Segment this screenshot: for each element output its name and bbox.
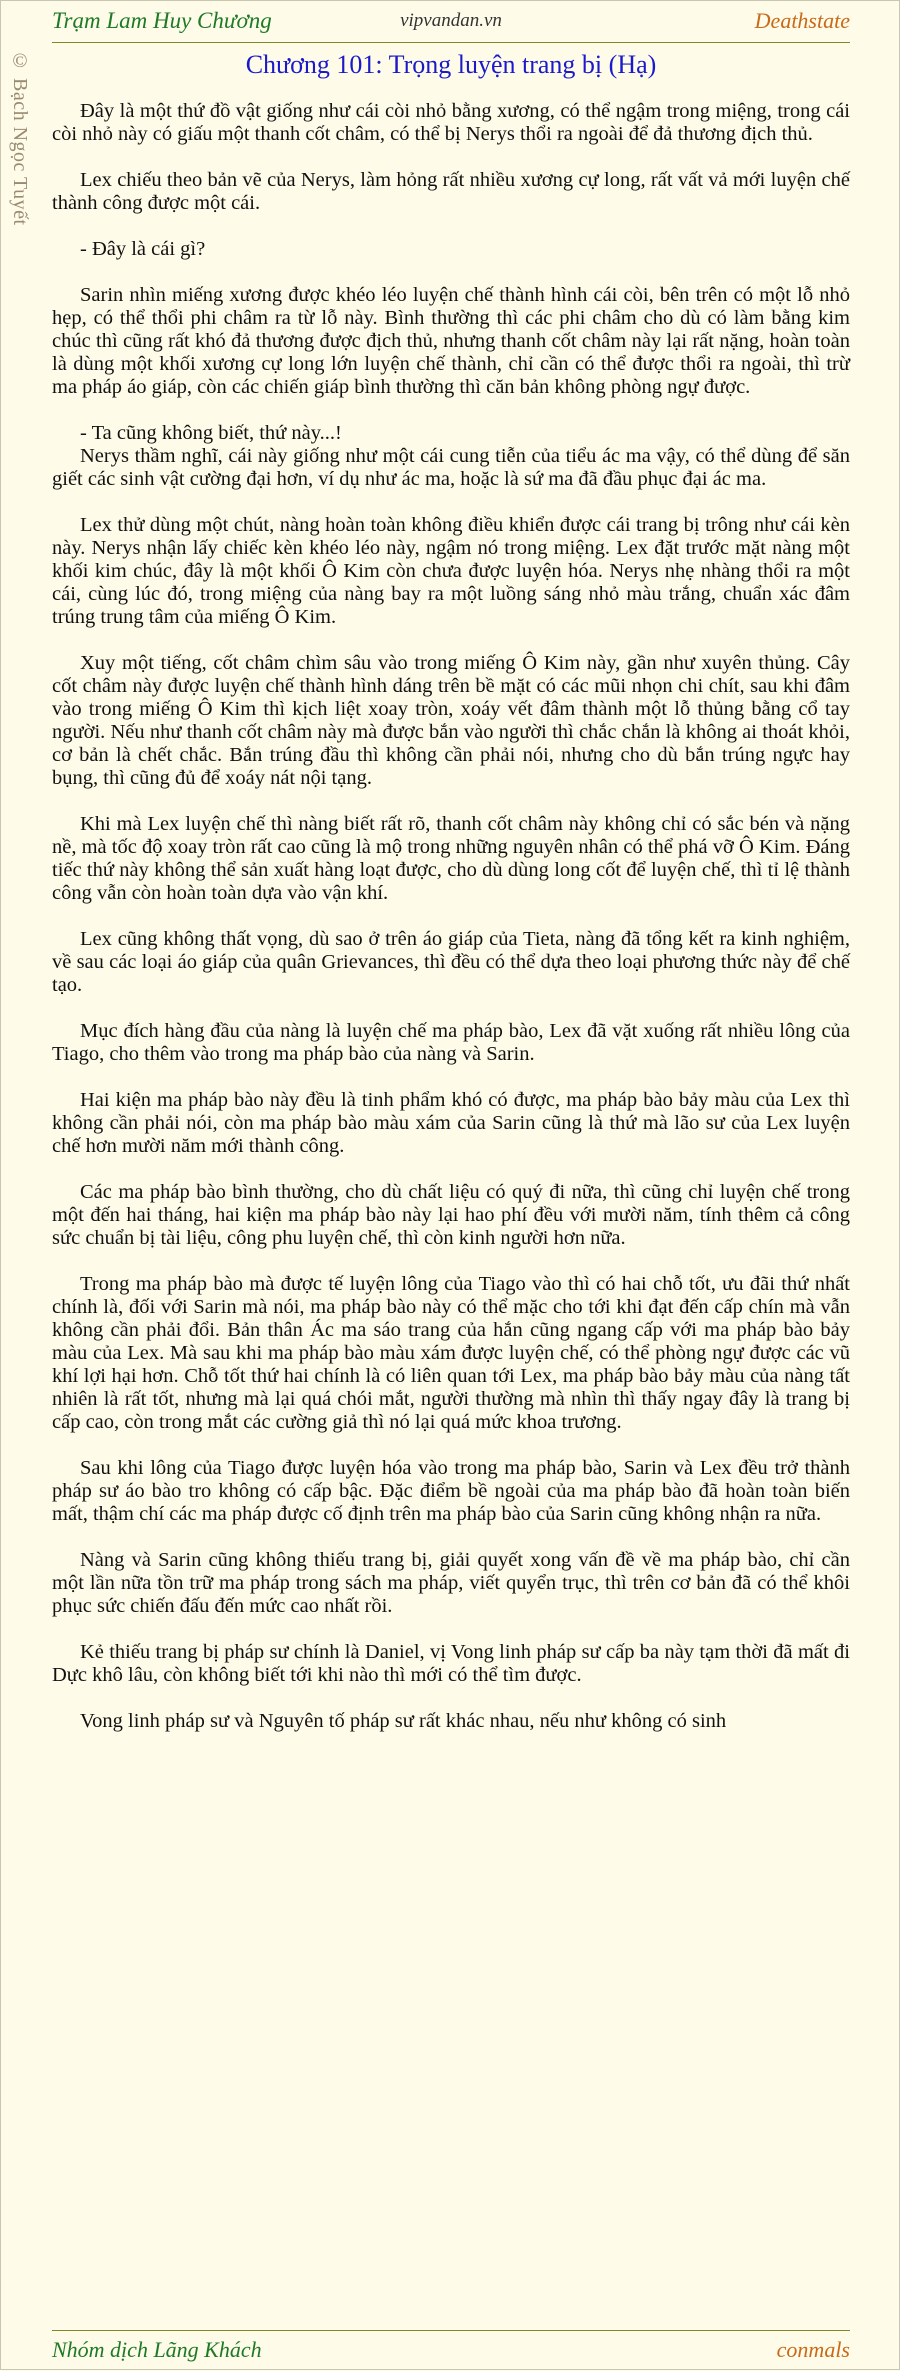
header-site-name: Trạm Lam Huy Chương [52, 8, 272, 33]
paragraph: Sau khi lông của Tiago được luyện hóa vào trong ma pháp bào, Sarin và Lex đều trở thành pháp sư áo bào tro không có cấp bậc. Đặc điểm bề ngoài của ma pháp bào đã hoàn toàn biến mất, thậm chí các ma pháp được cố định trên ma pháp bào của Sarin cũng không nhận ra nữa. [52, 1457, 850, 1525]
paragraph: Nàng và Sarin cũng không thiếu trang bị, giải quyết xong vấn đề về ma pháp bào, chỉ cần một lần nữa tồn trữ ma pháp trong sách ma pháp, viết quyển trục, thì trên cơ bản đã có thể khôi phục sức chiến đấu đến mức cao nhất rồi. [52, 1549, 850, 1617]
paragraph: Sarin nhìn miếng xương được khéo léo luyện chế thành hình cái còi, bên trên có một lỗ nhỏ hẹp, có thể thổi phi châm ra từ lỗ này. Bình thường thì các phi châm cho dù có làm bằng kim chúc thì cũng rất khó đả thương được địch thủ, nhưng thanh cốt châm này lại rất nặng, hoàn toàn là dùng một khối xương cự long lớn luyện chế thành, chỉ cần có thể được thổi ra ngoài, thì trừ ma pháp áo giáp, còn các chiến giáp bình thường thì căn bản không phòng ngự được. [52, 284, 850, 398]
paragraph: Lex chiếu theo bản vẽ của Nerys, làm hỏng rất nhiều xương cự long, rất vất vả mới luyện chế thành công được một cái. [52, 169, 850, 214]
paragraph: - Ta cũng không biết, thứ này...! [80, 422, 342, 444]
page-header [52, 0, 850, 43]
footer-uploader-name: conmals [776, 2337, 850, 2362]
paragraph: Khi mà Lex luyện chế thì nàng biết rất rõ, thanh cốt châm này không chỉ có sắc bén và nặng nề, mà tốc độ xoay tròn rất cao cũng là mộ trong những nguyên nhân có thể phá vỡ Ô Kim. Đáng tiếc thứ này không thể sản xuất hàng loạt được, cho dù dùng long cốt để luyện chế, thì tỉ lệ thành công vẫn còn hoàn toàn dựa vào vận khí. [52, 813, 850, 904]
side-credit: © Bạch Ngọc Tuyết [9, 50, 31, 226]
paragraph: Hai kiện ma pháp bào này đều là tinh phẩm khó có được, ma pháp bào bảy màu của Lex thì không cần phải nói, còn ma pháp bào màu xám của Sarin cũng là thứ mà lão sư của Lex luyện chế hơn mười năm mới thành công. [52, 1089, 850, 1157]
paragraph: Mục đích hàng đầu của nàng là luyện chế ma pháp bào, Lex đã vặt xuống rất nhiều lông của Tiago, cho thêm vào trong ma pháp bào của nàng và Sarin. [52, 1020, 850, 1065]
paragraph: Các ma pháp bào bình thường, cho dù chất liệu có quý đi nữa, thì cũng chỉ luyện chế trong một đến hai tháng, hai kiện ma pháp bào này lại hao phí đều với mười năm, tính thêm cả công sức chuẩn bị tài liệu, công phu luyện chế, thì còn kinh người hơn nữa. [52, 1181, 850, 1249]
paragraph: Kẻ thiếu trang bị pháp sư chính là Daniel, vị Vong linh pháp sư cấp ba này tạm thời đã mất đi Dực khô lâu, còn không biết tới khi nào thì mới có thể tìm được. [52, 1641, 850, 1686]
header-site-url[interactable]: vipvandan.vn [400, 10, 502, 31]
chapter-title: Chương 101: Trọng luyện trang bị (Hạ) [245, 50, 657, 79]
paragraph: Lex thử dùng một chút, nàng hoàn toàn không điều khiển được cái trang bị trông như cái kèn này. Nerys nhận lấy chiếc kèn khéo léo này, ngậm nó trong miệng. Lex đặt trước mặt nàng một khối kim chúc, đây là một khối Ô Kim còn chưa được luyện hóa. Nerys nhẹ nhàng thổi ra một cái, cùng lúc đó, trong miệng của nàng bay ra một luồng sáng nhỏ màu trắng, chuẩn xác đâm trúng trung tâm của miếng Ô Kim. [52, 514, 850, 628]
footer-translation-group: Nhóm dịch Lãng Khách [52, 2337, 262, 2362]
paragraph: Nerys thầm nghĩ, cái này giống như một cái cung tiễn của tiểu ác ma vậy, có thể dùng để săn giết các sinh vật cường đại hơn, ví dụ như ác ma, hoặc là sứ ma đã đầu phục đại ác ma. [52, 445, 850, 490]
chapter-content [52, 100, 850, 1733]
page-footer [52, 2330, 850, 2371]
paragraph: Trong ma pháp bào mà được tế luyện lông của Tiago vào thì có hai chỗ tốt, ưu đãi thứ nhất chính là, đối với Sarin mà nói, ma pháp bào này có thể mặc cho tới khi đạt đến cấp chín mà vẫn không cần phải đổi. Bản thân Ác ma sáo trang của hắn cũng ngang cấp với ma pháp bào bảy màu của Lex. Mà sau khi ma pháp bào màu xám được luyện chế, có thể phòng ngự được các vũ khí lợi hại hơn. Chỗ tốt thứ hai chính là có liên quan tới Lex, ma pháp bào bảy màu của nàng tất nhiên là rất tốt, nhưng mà lại quá chói mắt, người thường mà nhìn thì thấy ngay đây là trang bị cấp cao, còn trong mắt các cường giả thì nó lại quá mức khoa trương. [52, 1273, 850, 1433]
paragraph: Lex cũng không thất vọng, dù sao ở trên áo giáp của Tieta, nàng đã tổng kết ra kinh nghiệm, về sau các loại áo giáp của quân Grievances, thì đều có thể dựa theo loại phương thức này để chế tạo. [52, 928, 850, 996]
header-editor-name: Deathstate [754, 8, 850, 33]
paragraph: Vong linh pháp sư và Nguyên tố pháp sư rất khác nhau, nếu như không có sinh [80, 1710, 727, 1732]
paragraph: - Đây là cái gì? [80, 238, 206, 260]
paragraph: Đây là một thứ đồ vật giống như cái còi nhỏ bằng xương, có thể ngậm trong miệng, trong cái còi nhỏ này có giấu một thanh cốt châm, có thể bị Nerys thổi ra ngoài để đả thương địch thủ. [52, 100, 850, 145]
paragraph: Xuy một tiếng, cốt châm chìm sâu vào trong miếng Ô Kim này, gần như xuyên thủng. Cây cốt châm này được luyện chế thành hình dáng trên bề mặt có các mũi nhọn chi chít, sau khi đâm vào trong miếng Ô Kim thì kịch liệt xoay tròn, xoáy vết đâm thành một lỗ thủng bằng cổ tay người. Nếu như thanh cốt châm này mà được bắn vào người thì chắc chắn là không ai thoát khỏi, cơ bản là chết chắc. Bắn trúng đầu thì không cần phải nói, nhưng cho dù bắn trúng ngực hay bụng, thì cũng đủ để xoáy nát nội tạng. [52, 652, 850, 789]
